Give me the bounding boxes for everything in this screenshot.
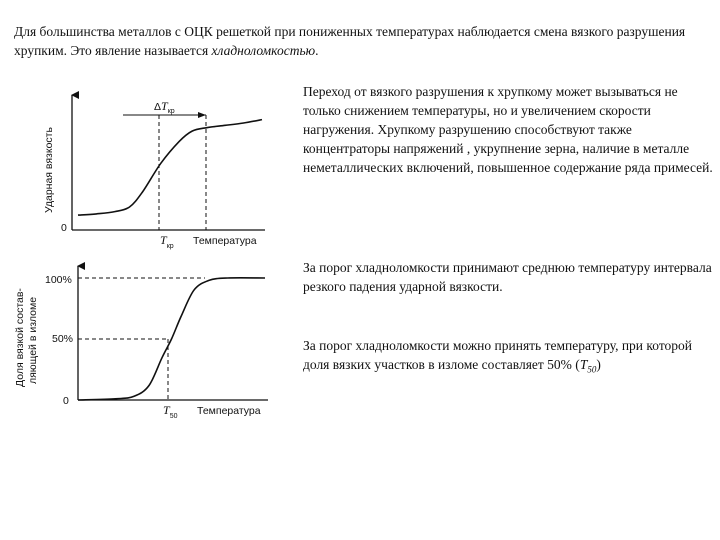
chart1-interval-label <box>154 99 175 115</box>
t50-subscript: 50 <box>587 364 597 375</box>
intro-text: Для большинства металлов с ОЦК решеткой при пониженных температурах наблюдается смена вязкого разрушения хрупким. Это явление называется <box>14 24 686 58</box>
impact-toughness-chart <box>43 95 265 250</box>
chart1-tkr-subscript: кр <box>166 243 174 250</box>
chart2-t50-label <box>163 403 178 420</box>
chart1-x-axis-label: Температура <box>193 235 257 247</box>
chart2-ytick-0: 0 <box>63 395 69 407</box>
chart2-t50-subscript: 50 <box>169 413 178 420</box>
t50-text: За порог хладноломкости можно принять температуру, при которой доля вязких участков в изломе составляет 50% ( <box>303 338 693 372</box>
t50-symbol: T <box>579 357 588 372</box>
chart1-tkr-symbol: T <box>160 233 167 247</box>
paragraph-threshold-definition: За порог хладноломкости принимают среднюю температуру интервала резкого падения ударной вязкости. <box>303 260 712 294</box>
chart2-ytick-50: 50% <box>52 333 74 345</box>
intro-end: . <box>315 43 319 58</box>
ductile-fraction-chart <box>14 266 268 420</box>
chart2-y-axis-label-line1: Доля вязкой состав- <box>14 288 26 387</box>
chart2-y-axis-label-line2: ляющей в изломе <box>27 296 39 384</box>
intro-term: хладноломкостью <box>211 43 316 58</box>
chart1-origin-label: 0 <box>61 222 67 234</box>
chart1-interval-symbol: T <box>161 99 168 113</box>
paragraph-transition-causes: Переход от вязкого разрушения к хрупкому может вызываться не только снижением температуры, но и увеличением скорости нагружения. Хрупкому разрушению способствуют также концентраторы напряжений , укрупнение зерна, наличие в металле неметаллических включений, повышенное содержание ряда примесей. <box>303 84 713 175</box>
chart1-curve <box>78 120 262 216</box>
chart2-t50-symbol: T <box>163 403 170 417</box>
chart2-x-axis-label: Температура <box>197 405 261 417</box>
chart1-tkr-label <box>160 233 174 250</box>
chart1-interval-subscript: кр <box>167 108 175 115</box>
chart1-interval-delta: Δ <box>154 101 162 113</box>
t50-end: ) <box>596 357 601 372</box>
chart1-y-axis-label: Ударная вязкость <box>43 127 55 213</box>
chart2-ytick-100: 100% <box>45 274 72 286</box>
